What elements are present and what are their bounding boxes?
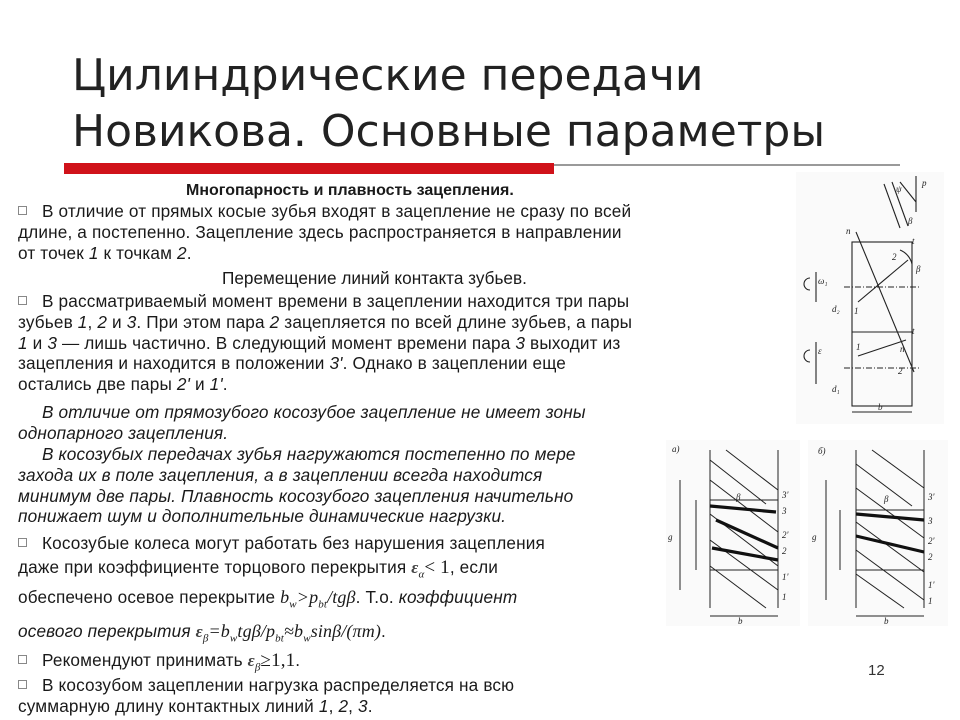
fig-label-p: p [922,178,927,188]
fig-b-3: 3 [928,516,933,526]
title-underline-grey [554,164,900,166]
figure-caption-contact-lines: Перемещение линий контакта зубьев. [222,268,527,288]
fig-label-1b: 1 [856,342,861,352]
p3-line-1: В отличие от прямозубого косозубое зацепление не имеет зоны [42,402,586,422]
fig-label-2b: 2 [898,366,903,376]
fig-label-1: 1 [854,306,859,316]
p5-line-2: даже при коэффициенте торцового перекрытия $\varepsilon_\alpha< 1$, если [18,557,499,581]
p6-line-1: Рекомендуют принимать $\varepsilon_\beta\ge 1,1$. [42,650,301,674]
fig-a-bw: b [738,616,743,626]
fig-b-g: g [812,532,817,542]
paragraph-4 [18,444,678,527]
p4-line-1: В косозубых передачах зубья нагружаются постепенно по мере [42,444,576,464]
fig-a-3prime: 3' [782,490,789,500]
p2-line-5: остались две пары 2' и 1'. [18,374,228,395]
fig-label-t: t [912,236,915,246]
p2-line-2: зубьев 1, 2 и 3. При этом пара 2 зацепляется по всей длине зубьев, а пары [18,311,633,332]
paragraph-5 [18,533,678,645]
fig-b-label: б) [818,446,826,456]
fig-label-omega: ω₁ [818,276,828,286]
title-line-1: Цилиндрические передачи [72,50,704,101]
paragraph-1 [18,201,768,263]
fig-a-2: 2 [782,546,787,556]
p1-line-2: длине, а постепенно. Зацепление здесь распространяется в направлении [18,221,622,242]
p4-line-4: понижает шум и дополнительные динамические нагрузки. [18,506,507,527]
p2-line-3: 1 и 3 — лишь частично. В следующий момент времени пара 3 выходит из [18,332,621,353]
fig-label-n2: n [900,344,905,354]
title-underline-red [64,163,554,174]
p4-line-3: минимум две пары. Плавность косозубого зацепления начительно [18,485,574,506]
fig-label-t2: t [912,326,915,336]
fig-label-2: 2 [892,252,897,262]
title-line-2: Новикова. Основные параметры [72,106,826,157]
fig-label-n: n [846,226,851,236]
p1-line-1: В отличие от прямых косые зубья входят в зацепление не сразу по всей [42,201,632,221]
p7-line-1: В косозубом зацеплении нагрузка распределяется на всю [42,675,515,695]
section-subheading: Многопарность и плавность зацепления. [186,182,514,199]
fig-label-d2: d₂ [832,304,840,314]
fig-a-beta: β [736,492,741,502]
p7-line-2: суммарную длину контактных линий 1, 2, 3. [18,695,373,716]
fig-b-2prime: 2' [928,536,935,546]
p2-line-4: зацепления и находится в положении 3'. Однако в зацеплении еще [18,353,567,374]
p5-line-3: обеспечено осевое перекрытие $b_w>p_{bt}$/tgβ. Т.о. коэффициент [18,587,518,611]
fig-b-3prime: 3' [928,492,935,502]
p5-line-4: осевого перекрытия $\varepsilon_\beta=b_wtg\beta/p_{bt}\approx b_w\sin\beta/(\pi m)$. [18,621,386,645]
fig-label-d1: d₁ [832,384,840,394]
fig-label-beta: β [908,216,913,226]
fig-label-psi: ψ [896,184,902,194]
figure-contact-lines-diagram [796,172,944,424]
fig-a-3: 3 [782,506,787,516]
p2-line-1: В рассматриваемый момент времени в зацеплении находится три пары [42,291,630,311]
p3-line-2: однопарного зацепления. [18,422,229,443]
page-title [72,48,892,160]
figure-a-contact-field [666,440,800,626]
p5-line-1: Косозубые колеса могут работать без нарушения зацепления [42,533,545,553]
fig-label-eps: ε [818,346,822,356]
figure-b-contact-field [808,440,948,626]
fig-label-b: b [878,402,883,412]
fig-a-2prime: 2' [782,530,789,540]
fig-a-label: а) [672,444,680,454]
paragraph-2 [18,291,768,395]
fig-b-1prime: 1' [928,580,935,590]
fig-b-1: 1 [928,596,933,606]
fig-b-bw: b [884,616,889,626]
fig-b-beta: β [884,494,889,504]
fig-a-g: g [668,532,673,542]
p1-line-3: от точек 1 к точкам 2. [18,242,192,263]
p4-line-2: захода их в поле зацепления, а в зацеплении всегда находится [18,464,543,485]
fig-a-1: 1 [782,592,787,602]
fig-a-1prime: 1' [782,572,789,582]
paragraph-6 [18,650,678,678]
paragraph-7 [18,675,678,717]
fig-label-beta2: β [916,264,921,274]
page-number: 12 [868,662,885,679]
paragraph-3 [18,402,768,444]
fig-b-2: 2 [928,552,933,562]
